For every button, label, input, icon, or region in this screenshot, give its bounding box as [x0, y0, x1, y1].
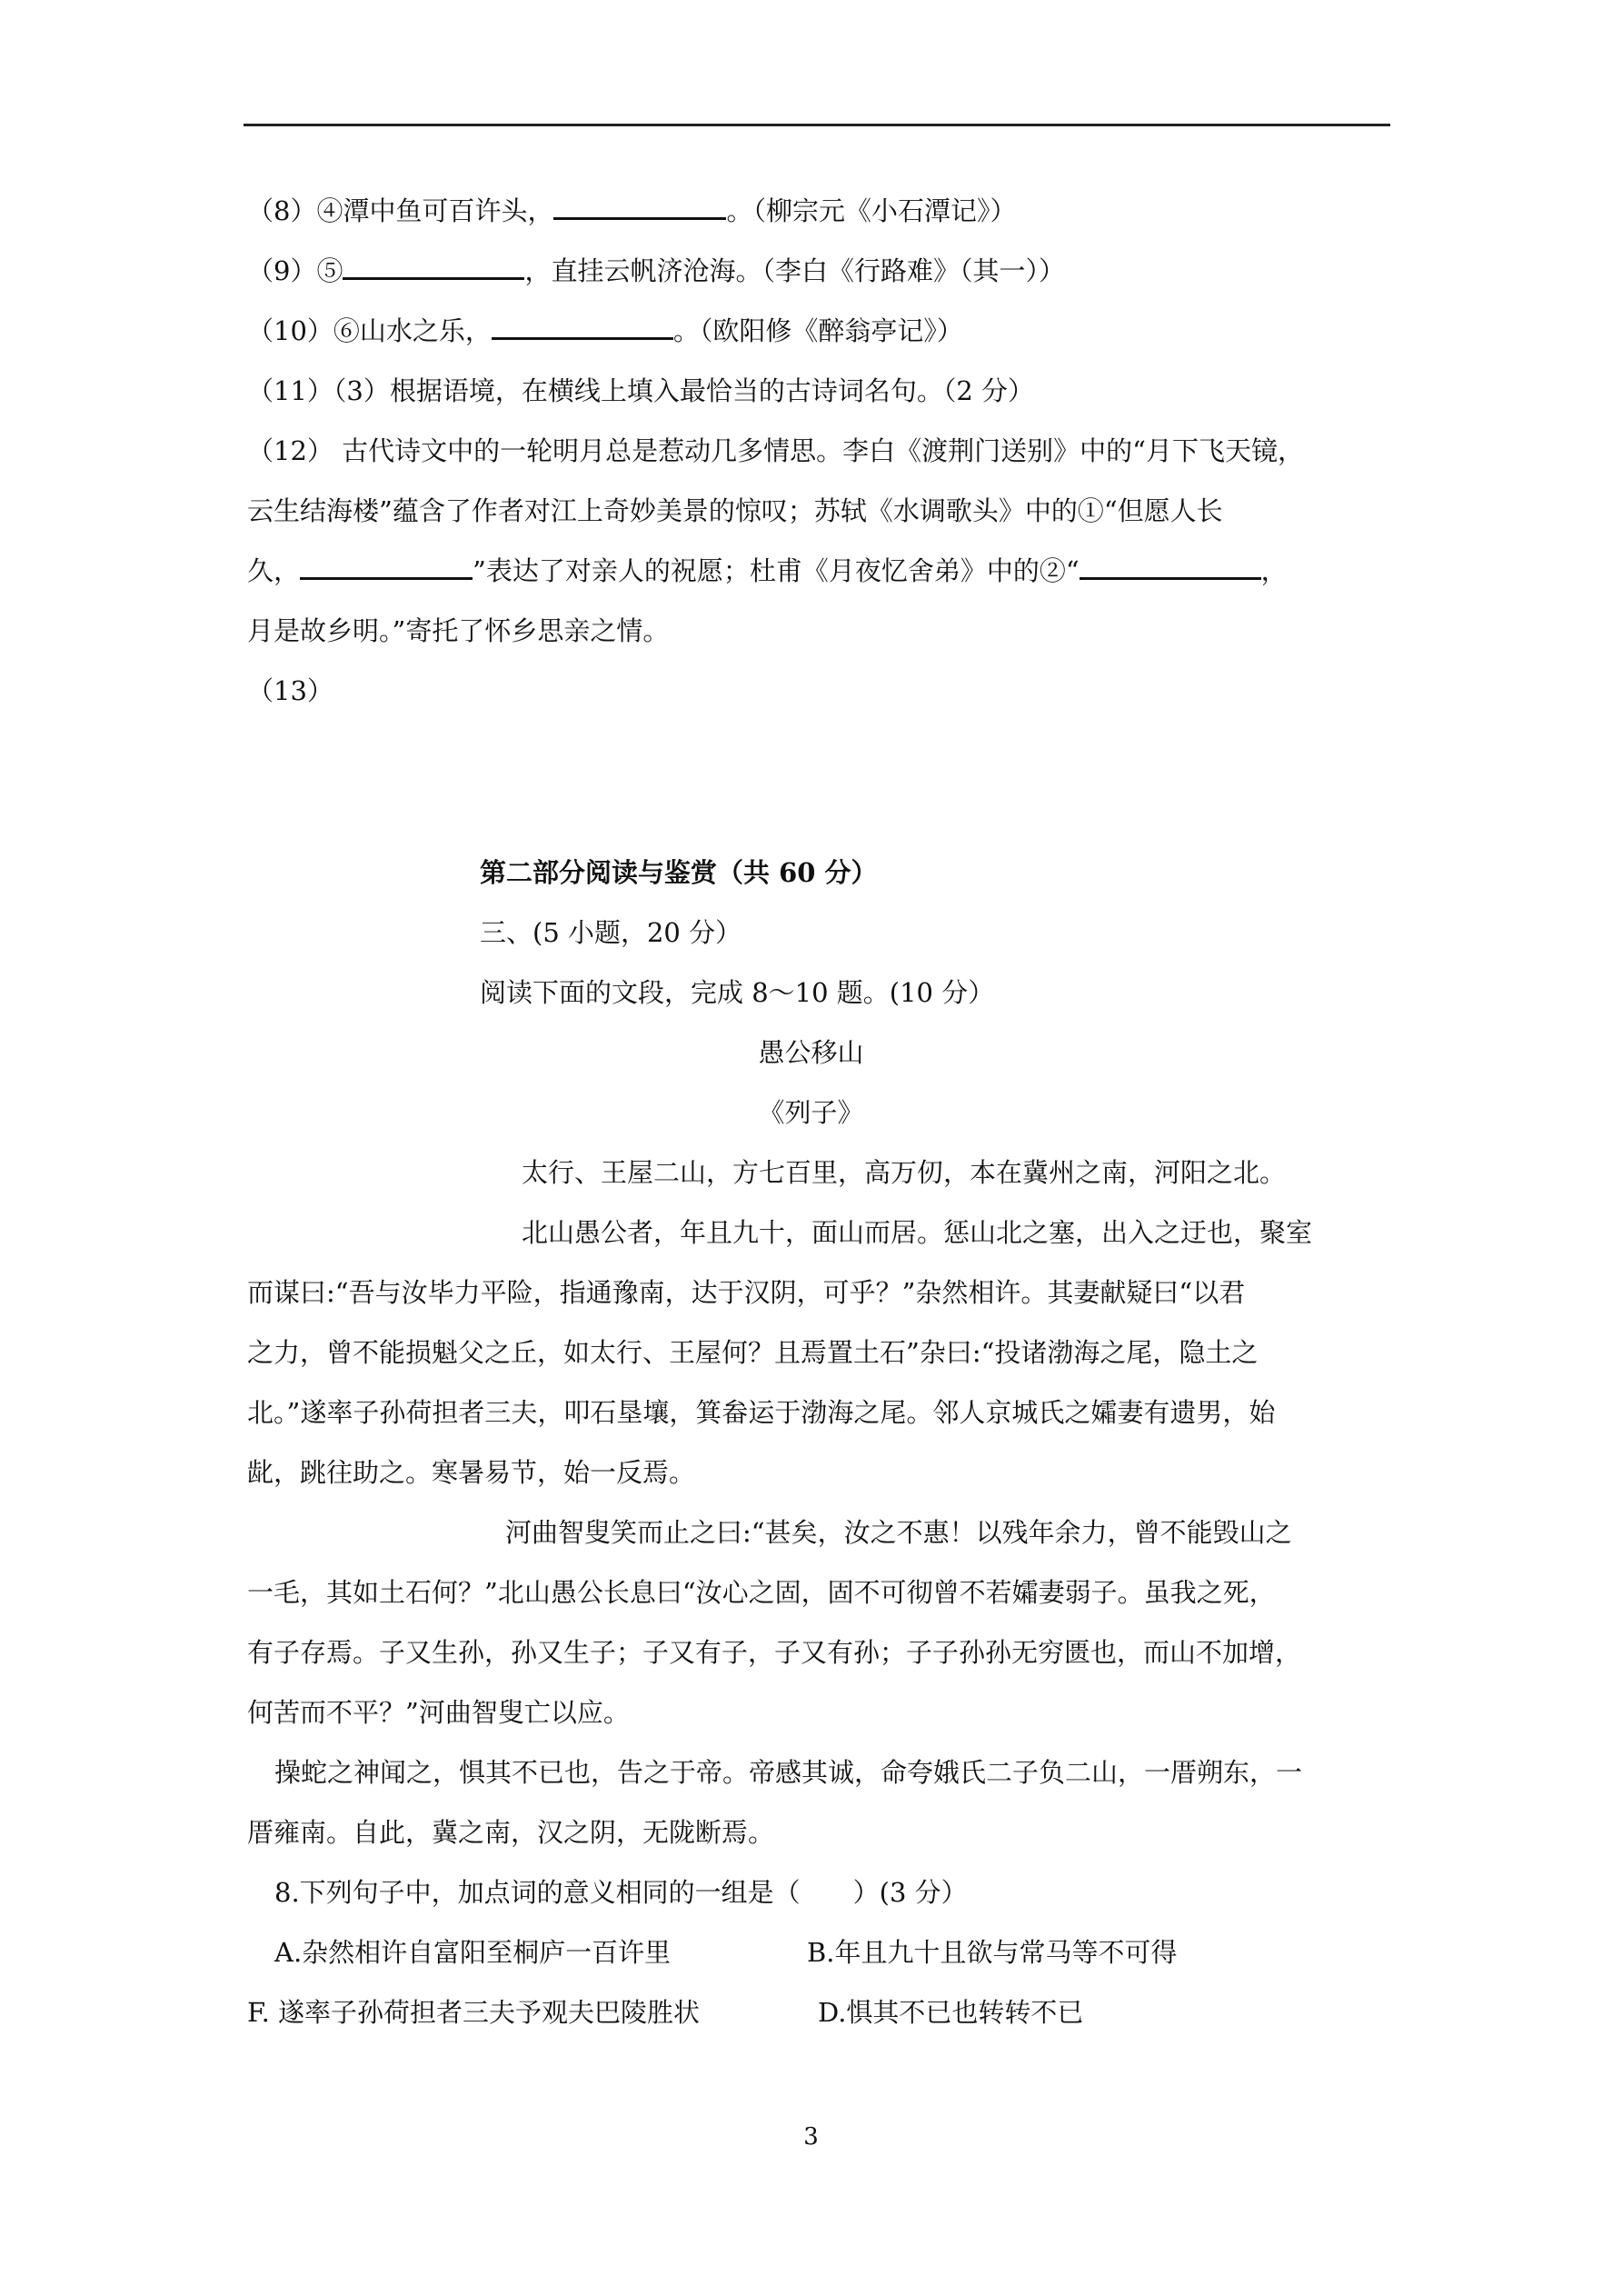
option-a[interactable]: A.杂然相许自富阳至桐庐一百许里 [274, 1937, 672, 1968]
option-d[interactable]: D.惧其不已也转转不已 [818, 1997, 1084, 2028]
passage-line: 而谋曰:“吾与汝毕力平险，指通豫南，达于汉阴，可乎？”杂然相许。其妻献疑曰“以君 [247, 1277, 1246, 1308]
option-f[interactable]: F. 遂率子孙荷担者三夫予观夫巴陵胜状 [247, 1997, 701, 2028]
question-9-fill [247, 253, 1065, 289]
passage-line: 北山愚公者，年且九十，面山而居。惩山北之塞，出入之迂也，聚室 [522, 1217, 1313, 1248]
option-b[interactable]: B.年且九十且欲与常马等不可得 [807, 1937, 1178, 1968]
passage-line: 河曲智叟笑而止之曰:“甚矣，汝之不惠！以残年余力，曾不能毁山之 [505, 1517, 1292, 1548]
question-8-fill [247, 193, 1016, 229]
q8-fill-text: （8）④潭中鱼可百许头， [247, 195, 554, 226]
answer-blank[interactable] [300, 554, 473, 580]
question-12-line-3 [247, 553, 1288, 589]
question-11: （11）（3）根据语境，在横线上填入最恰当的古诗词名句。（2 分） [247, 375, 1035, 406]
part-2-title: 第二部分阅读与鉴赏（共 60 分） [480, 857, 878, 888]
passage-line: 龀，跳往助之。寒暑易节，始一反焉。 [247, 1457, 696, 1488]
passage-line: 操蛇之神闻之，惧其不已也，告之于帝。帝感其诚，命夸娥氏二子负二山，一厝朔东，一 [274, 1757, 1303, 1788]
passage-line: 何苦而不平？”河曲智叟亡以应。 [247, 1697, 630, 1728]
question-10-fill [247, 313, 963, 349]
answer-blank[interactable] [343, 254, 524, 280]
question-13: （13） [247, 675, 333, 706]
q8-fill-source: 。（柳宗元《小石潭记》） [726, 195, 1017, 226]
passage-line: 有子存焉。子又生孙，孙又生子；子又有子，子又有孙；子子孙孙无穷匮也，而山不加增， [247, 1637, 1302, 1668]
header-rule [244, 124, 1390, 126]
question-12-line-2: 云生结海楼”蕴含了作者对江上奇妙美景的惊叹；苏轼《水调歌头》中的①“但愿人长 [247, 495, 1223, 526]
q12-text: 久， [247, 555, 301, 586]
passage-line: 一毛，其如土石何？”北山愚公长息曰“汝心之固，固不可彻曾不若孀妻弱子。虽我之死， [247, 1577, 1276, 1608]
question-12-line-1: （12） 古代诗文中的一轮明月总是惹动几多情思。李白《渡荆门送别》中的“月下飞天镜， [247, 435, 1304, 466]
section-3-heading: 三、(5 小题，20 分） [480, 917, 742, 948]
question-12-line-4: 月是故乡明。”寄托了怀乡思亲之情。 [247, 615, 670, 646]
q10-fill-text: （10）⑥山水之乐， [247, 315, 492, 346]
answer-blank[interactable] [553, 194, 726, 220]
answer-blank[interactable] [492, 314, 673, 340]
passage-title: 愚公移山 [758, 1037, 864, 1068]
passage-line: 之力，曾不能损魁父之丘，如太行、王屋何？且焉置土石”杂曰:“投诸渤海之尾，隐土之 [247, 1337, 1259, 1368]
q10-fill-source: 。（欧阳修《醉翁亭记》） [672, 315, 963, 346]
q12-text: ”表达了对亲人的祝愿；杜甫《月夜忆舍弟》中的②“ [473, 555, 1080, 586]
passage-line: 北。”遂率子孙荷担者三夫，叩石垦壤，箕畚运于渤海之尾。邻人京城氏之孀妻有遗男，始 [247, 1397, 1276, 1428]
q9-fill-text: （9）⑤ [247, 255, 343, 286]
q12-text: ， [1260, 555, 1288, 586]
passage-line: 太行、王屋二山，方七百里，高万仞，本在冀州之南，河阳之北。 [522, 1157, 1287, 1188]
page-number: 3 [803, 2123, 819, 2151]
q9-fill-source: ，直挂云帆济沧海。（李白《行路难》（其一）） [524, 255, 1065, 286]
question-8-stem: 8.下列句子中，加点词的意义相同的一组是（ ）(3 分） [274, 1877, 968, 1908]
reading-instruction: 阅读下面的文段，完成 8～10 题。(10 分） [480, 977, 995, 1008]
passage-source: 《列子》 [758, 1097, 864, 1128]
passage-line: 厝雍南。自此，冀之南，汉之阴，无陇断焉。 [247, 1817, 775, 1848]
answer-blank[interactable] [1080, 554, 1261, 580]
